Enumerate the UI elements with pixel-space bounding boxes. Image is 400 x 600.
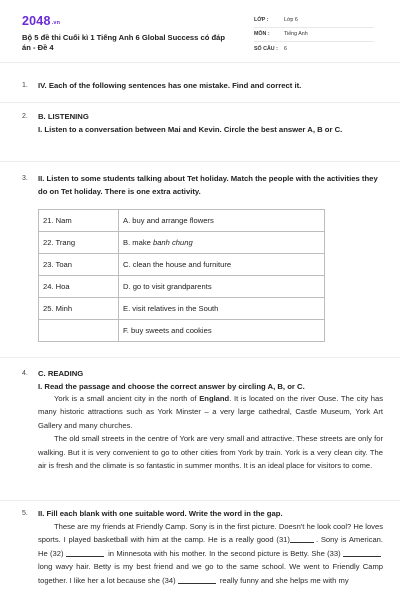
fill-passage [38, 520, 383, 587]
passage-paragraph: The old small streets in the centre of York are very small and attractive. These streets are only for walking. But it is very convenient to go to other cities from York by train. York is a very clean city. The air is fresh and the climate is so fantastic in summer months. It is an ideal place for visitors to come. [38, 434, 383, 471]
question-number: 4. [22, 370, 28, 377]
divider [0, 500, 400, 501]
person-cell: 24. Hoa [39, 276, 119, 298]
question-number: 2. [22, 113, 28, 120]
page-header: 2048.vn Bộ 5 đề thi Cuối kì 1 Tiếng Anh 6 Global Success có đáp án - Đề 4 LỚP : Lớp 6 MÔN : Tiếng Anh SỐ CÂU : 6 [0, 0, 400, 63]
reading-passage [38, 392, 383, 472]
meta-divider [254, 27, 374, 28]
person-cell: 25. Minh [39, 298, 119, 320]
meta-divider [254, 41, 374, 42]
question-number: 5. [22, 510, 28, 517]
activity-cell: E. visit relatives in the South [119, 298, 325, 320]
passage-paragraph: York is a small ancient city in the north of England. It is located on the river Ouse. The city has many historic attractions such as York Minster – a very large cathedral, Castle Museum, York Art Gallery and many churches. [38, 394, 383, 430]
passage-paragraph: These are my friends at Friendly Camp. Sony is in the first picture. Doesn't he look cool? He loves sports. I played basketball with him at the camp. He is a really good (31) . Sony is American. He (32) in Minnesota with his mother. In the second picture is Betty. She (33) long wavy hair. Betty is my best friend and we go to the same school. We went to Friendly Camp together. I like her a lot because she (34) really funny and she helps me with my [38, 522, 383, 585]
question-instruction: IV. Each of the following sentences has one mistake. Find and correct it. [38, 81, 302, 90]
activity-cell: C. clean the house and furniture [119, 254, 325, 276]
activity-cell: A. buy and arrange flowers [119, 210, 325, 232]
answer-blank-31[interactable] [290, 542, 314, 543]
matching-table [38, 209, 325, 342]
question-number: 1. [22, 82, 28, 89]
person-cell: 21. Nam [39, 210, 119, 232]
site-logo[interactable]: 2048.vn [22, 14, 61, 28]
question-instruction: II. Listen to some students talking about Tet holiday. Match the people with the activities they do on Tet holiday. There is one extra activity. [38, 174, 378, 196]
table-row [39, 298, 325, 320]
table-row [39, 320, 325, 342]
question-instruction: II. Fill each blank with one suitable word. Write the word in the gap. [38, 509, 283, 518]
activity-cell: B. make banh chung [119, 232, 325, 254]
table-row [39, 210, 325, 232]
answer-blank-32[interactable] [66, 556, 104, 557]
person-cell: 23. Toan [39, 254, 119, 276]
table-row [39, 276, 325, 298]
question-instruction: B. LISTENING I. Listen to a conversation between Mai and Kevin. Circle the best answer A, B or C. [38, 112, 343, 134]
table-row [39, 232, 325, 254]
question-number: 3. [22, 175, 28, 182]
document-title: Bộ 5 đề thi Cuối kì 1 Tiếng Anh 6 Global Success có đáp án - Đề 4 [22, 33, 225, 52]
person-cell: 22. Trang [39, 232, 119, 254]
person-cell [39, 320, 119, 342]
activity-cell: F. buy sweets and cookies [119, 320, 325, 342]
table-row [39, 254, 325, 276]
question-instruction: C. READING I. Read the passage and choose the correct answer by circling A, B, or C. [38, 369, 305, 391]
answer-blank-33[interactable] [343, 556, 381, 557]
divider [0, 161, 400, 162]
divider [0, 102, 400, 103]
divider [0, 357, 400, 358]
answer-blank-34[interactable] [178, 583, 216, 584]
activity-cell: D. go to visit grandparents [119, 276, 325, 298]
